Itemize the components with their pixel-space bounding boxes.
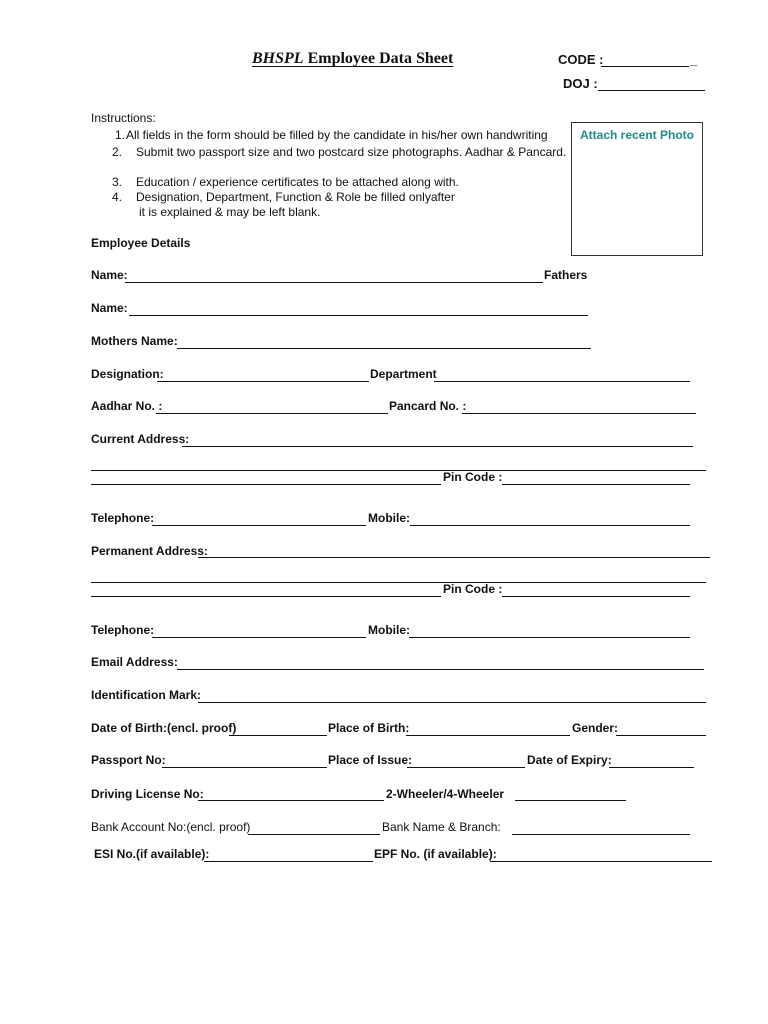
instructions-heading: Instructions: — [91, 111, 156, 125]
designation-label: Designation: — [91, 367, 164, 381]
instruction-4-continued: it is explained & may be left blank. — [139, 205, 321, 219]
pin-code-field-1[interactable] — [502, 484, 690, 485]
fathers-name-label: Name: — [91, 301, 128, 315]
gender-field[interactable] — [616, 735, 706, 736]
doj-field[interactable] — [598, 90, 705, 91]
department-field[interactable] — [434, 381, 690, 382]
dob-field[interactable] — [229, 735, 327, 736]
identification-mark-field[interactable] — [198, 702, 706, 703]
telephone-field-2[interactable] — [152, 637, 366, 638]
wheeler-label: 2-Wheeler/4-Wheeler — [386, 787, 505, 801]
place-of-issue-field[interactable] — [407, 767, 525, 768]
bank-account-field[interactable] — [248, 834, 380, 835]
photo-box[interactable] — [571, 122, 703, 256]
title-text: Employee Data Sheet — [307, 50, 454, 67]
current-address-field-1[interactable] — [182, 446, 693, 447]
code-suffix: _ — [690, 52, 698, 67]
place-of-issue-label: Place of Issue: — [328, 753, 413, 767]
designation-field[interactable] — [157, 381, 369, 382]
esi-field[interactable] — [204, 861, 373, 862]
instruction-4: Designation, Department, Function & Role be filled onlyafter — [136, 190, 455, 204]
instruction-2-number: 2. — [112, 145, 123, 159]
email-field[interactable] — [177, 669, 704, 670]
bank-name-label: Bank Name & Branch: — [382, 820, 501, 834]
aadhar-field[interactable] — [156, 413, 388, 414]
place-of-birth-label: Place of Birth: — [328, 721, 410, 735]
aadhar-label: Aadhar No. : — [91, 399, 163, 413]
pancard-label: Pancard No. : — [389, 399, 467, 413]
instruction-4-number: 4. — [112, 190, 123, 204]
passport-label: Passport No: — [91, 753, 166, 767]
doj-label: DOJ : — [563, 76, 598, 91]
mobile-label-2: Mobile: — [368, 623, 410, 637]
title-brand: BHSPL — [252, 50, 304, 67]
mobile-field-2[interactable] — [409, 637, 690, 638]
esi-label: ESI No.(if available): — [94, 847, 210, 861]
permanent-address-field-3[interactable] — [91, 596, 441, 597]
driving-license-field[interactable] — [198, 800, 384, 801]
permanent-address-field-2[interactable] — [91, 582, 706, 583]
identification-mark-label: Identification Mark: — [91, 688, 202, 702]
passport-field[interactable] — [162, 767, 327, 768]
department-label: Department — [370, 367, 437, 381]
date-of-expiry-label: Date of Expiry: — [527, 753, 612, 767]
dob-label: Date of Birth:(encl. proof) — [91, 721, 237, 735]
instruction-1: All fields in the form should be filled by the candidate in his/her own handwriting — [126, 128, 548, 142]
permanent-address-field-1[interactable] — [198, 557, 710, 558]
pin-code-field-2[interactable] — [502, 596, 690, 597]
instruction-2: Submit two passport size and two postcard size photographs. Aadhar & Pancard. — [136, 145, 567, 159]
place-of-birth-field[interactable] — [406, 735, 570, 736]
date-of-expiry-field[interactable] — [609, 767, 694, 768]
bank-account-label: Bank Account No:(encl. proof) — [91, 820, 251, 834]
current-address-field-3[interactable] — [91, 484, 441, 485]
mothers-name-field[interactable] — [177, 348, 591, 349]
gender-label: Gender: — [572, 721, 619, 735]
epf-field[interactable] — [490, 861, 712, 862]
employee-details-heading: Employee Details — [91, 236, 191, 250]
instruction-3: Education / experience certificates to be attached along with. — [136, 175, 459, 189]
current-address-field-2[interactable] — [91, 470, 706, 471]
telephone-field-1[interactable] — [152, 525, 366, 526]
name-field[interactable] — [125, 282, 543, 283]
photo-label: Attach recent Photo — [579, 128, 694, 142]
fathers-label: Fathers — [544, 268, 588, 282]
mobile-label-1: Mobile: — [368, 511, 410, 525]
mothers-name-label: Mothers Name: — [91, 334, 178, 348]
bank-name-field[interactable] — [512, 834, 690, 835]
epf-label: EPF No. (if available): — [374, 847, 497, 861]
fathers-name-field[interactable] — [129, 315, 588, 316]
current-address-label: Current Address: — [91, 432, 190, 446]
permanent-address-label: Permanent Address: — [91, 544, 208, 558]
page-title — [252, 50, 453, 68]
name-label: Name: — [91, 268, 128, 282]
mobile-field-1[interactable] — [410, 525, 690, 526]
instruction-1-number: 1. — [115, 128, 126, 142]
telephone-label-1: Telephone: — [91, 511, 155, 525]
driving-license-label: Driving License No: — [91, 787, 204, 801]
pancard-field[interactable] — [462, 413, 696, 414]
email-label: Email Address: — [91, 655, 178, 669]
pin-code-label-1: Pin Code : — [443, 470, 503, 484]
code-label: CODE : — [558, 52, 604, 67]
code-field[interactable] — [601, 66, 689, 67]
telephone-label-2: Telephone: — [91, 623, 155, 637]
wheeler-field[interactable] — [515, 800, 626, 801]
instruction-3-number: 3. — [112, 175, 123, 189]
pin-code-label-2: Pin Code : — [443, 582, 503, 596]
